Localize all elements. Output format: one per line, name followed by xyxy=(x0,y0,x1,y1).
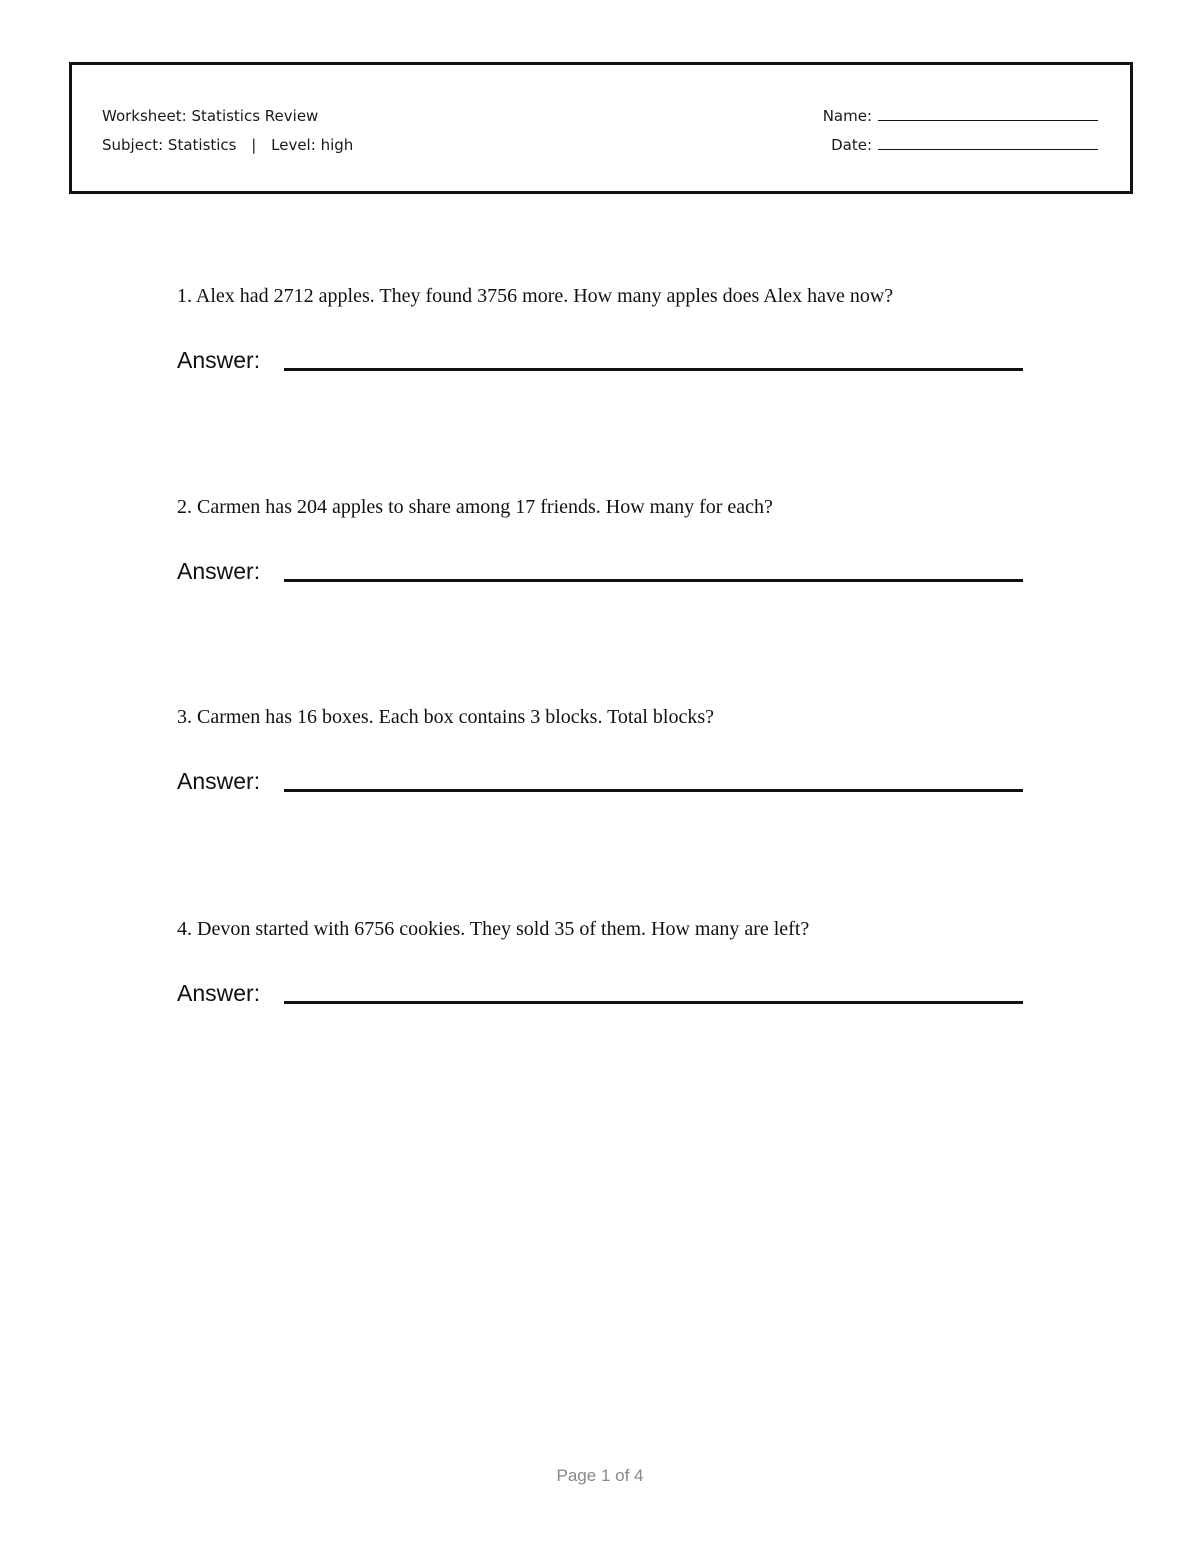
answer-row xyxy=(177,558,1023,588)
date-field xyxy=(823,134,1098,163)
question-text: 4. Devon started with 6756 cookies. They sold 35 of them. How many are left? xyxy=(177,918,810,940)
question-text: 3. Carmen has 16 boxes. Each box contains 3 blocks. Total blocks? xyxy=(177,706,715,728)
answer-line[interactable] xyxy=(284,1001,1023,1004)
subject-label: Subject: xyxy=(102,136,164,154)
date-blank[interactable] xyxy=(878,134,1098,150)
answer-label: Answer: xyxy=(177,347,261,373)
name-blank[interactable] xyxy=(878,105,1098,121)
question-2 xyxy=(177,496,1077,584)
answer-row xyxy=(177,980,1023,1010)
answer-line[interactable] xyxy=(284,579,1023,582)
answer-label: Answer: xyxy=(177,980,261,1006)
header-separator: | xyxy=(251,136,257,154)
worksheet-title: Worksheet: Statistics Review xyxy=(102,107,319,125)
subject-value: Statistics xyxy=(167,136,237,154)
name-field xyxy=(823,105,1098,134)
answer-label: Answer: xyxy=(177,768,261,794)
header-info xyxy=(102,105,353,163)
answer-row xyxy=(177,347,1023,377)
worksheet-header xyxy=(69,62,1133,194)
level-value: high xyxy=(320,136,354,154)
header-fields xyxy=(823,105,1098,163)
answer-label: Answer: xyxy=(177,558,261,584)
question-3 xyxy=(177,706,1077,794)
question-1 xyxy=(177,285,1077,373)
date-label: Date: xyxy=(831,136,872,154)
question-text: 1. Alex had 2712 apples. They found 3756 more. How many apples does Alex have now? xyxy=(177,285,894,307)
subject-level-line xyxy=(102,134,353,163)
answer-line[interactable] xyxy=(284,368,1023,371)
question-4 xyxy=(177,918,1077,1006)
name-label: Name: xyxy=(822,107,872,125)
level-label: Level: xyxy=(271,136,316,154)
answer-row xyxy=(177,768,1023,798)
page-indicator: Page 1 of 4 xyxy=(556,1466,644,1485)
question-text: 2. Carmen has 204 apples to share among 17 friends. How many for each? xyxy=(177,496,773,518)
answer-line[interactable] xyxy=(284,789,1023,792)
